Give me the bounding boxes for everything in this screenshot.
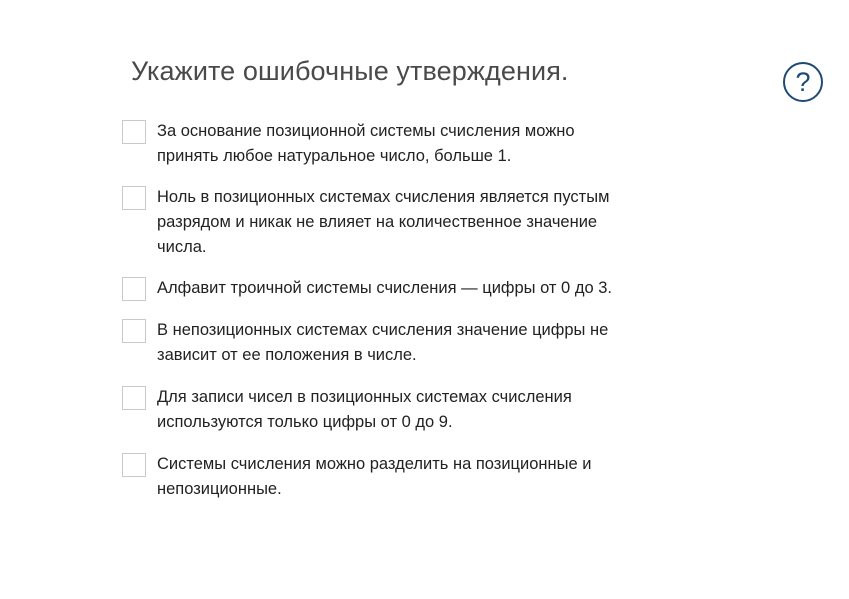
checkbox-option-6[interactable]: [122, 453, 146, 477]
help-button[interactable]: [783, 62, 823, 102]
option-label-1: За основание позиционной системы счисления можно принять любое натуральное число, больше 1.: [157, 122, 575, 165]
answer-option-1[interactable]: [122, 119, 682, 169]
answer-option-5[interactable]: [122, 385, 682, 435]
checkbox-option-2[interactable]: [122, 186, 146, 210]
option-label-3: Алфавит троичной системы счисления — цифры от 0 до 3.: [157, 279, 612, 297]
checkbox-option-1[interactable]: [122, 120, 146, 144]
answer-option-2[interactable]: [122, 185, 682, 260]
answer-options-list: [122, 119, 682, 502]
checkbox-option-5[interactable]: [122, 386, 146, 410]
question-circle-icon: ?: [795, 66, 811, 97]
answer-option-6[interactable]: [122, 452, 682, 502]
option-label-6: Системы счисления можно разделить на позиционные и непозиционные.: [157, 455, 592, 498]
checkbox-option-3[interactable]: [122, 277, 146, 301]
answer-option-4[interactable]: [122, 318, 682, 368]
option-label-5: Для записи чисел в позиционных системах счисления используются только цифры от 0 до 9.: [157, 388, 572, 431]
question-title: Укажите ошибочные утверждения.: [131, 56, 569, 86]
answer-option-3[interactable]: [122, 276, 682, 301]
option-label-2: Ноль в позиционных системах счисления является пустым разрядом и никак не влияет на количественное значение числа.: [157, 188, 610, 256]
checkbox-option-4[interactable]: [122, 319, 146, 343]
option-label-4: В непозиционных системах счисления значение цифры не зависит от ее положения в числе.: [157, 321, 609, 364]
